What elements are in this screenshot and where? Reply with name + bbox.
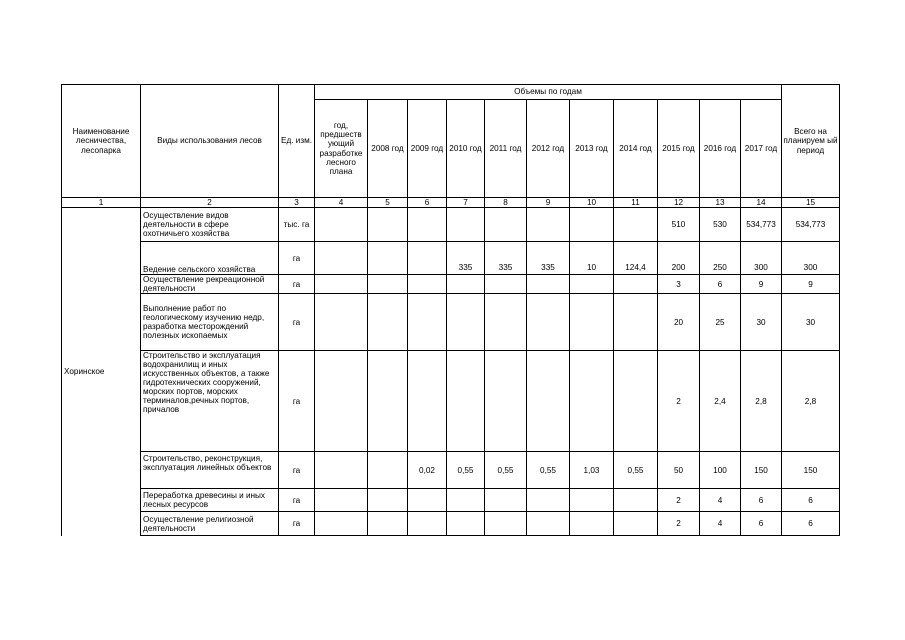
column-number: 14 [741, 198, 782, 208]
value-cell [368, 351, 408, 452]
value-cell: 50 [658, 452, 700, 489]
value-cell [315, 351, 368, 452]
value-cell: 530 [700, 208, 741, 242]
value-cell [368, 208, 408, 242]
value-cell [614, 294, 658, 351]
value-cell [447, 294, 485, 351]
header-year: 2011 год [485, 100, 527, 198]
value-cell: 300 [741, 242, 782, 275]
header-total: Всего на планируем ый период [782, 85, 840, 198]
value-cell: 9 [741, 275, 782, 294]
value-cell [570, 489, 614, 512]
value-cell: 4 [700, 489, 741, 512]
forestry-name-cell: Хоринское [62, 208, 141, 536]
value-cell [614, 275, 658, 294]
value-cell [570, 294, 614, 351]
value-cell: 100 [700, 452, 741, 489]
value-cell [315, 242, 368, 275]
header-year: 2014 год [614, 100, 658, 198]
unit-cell: га [279, 452, 315, 489]
value-cell [485, 294, 527, 351]
total-cell: 9 [782, 275, 840, 294]
total-cell: 150 [782, 452, 840, 489]
column-number: 6 [408, 198, 447, 208]
column-number: 12 [658, 198, 700, 208]
value-cell [570, 275, 614, 294]
unit-cell: га [279, 294, 315, 351]
value-cell [570, 351, 614, 452]
value-cell: 1,03 [570, 452, 614, 489]
value-cell: 534,773 [741, 208, 782, 242]
value-cell [368, 242, 408, 275]
value-cell [614, 208, 658, 242]
value-cell [368, 489, 408, 512]
use-type-cell: Осуществление религиозной деятельности [141, 512, 279, 536]
value-cell: 6 [741, 512, 782, 536]
header-year: 2010 год [447, 100, 485, 198]
column-number: 7 [447, 198, 485, 208]
value-cell: 335 [485, 242, 527, 275]
value-cell [447, 351, 485, 452]
value-cell: 0,55 [527, 452, 570, 489]
value-cell [368, 275, 408, 294]
header-year: 2015 год [658, 100, 700, 198]
unit-cell: га [279, 351, 315, 452]
value-cell: 2 [658, 351, 700, 452]
header-volumes-by-year: Объемы по годам [315, 85, 782, 100]
header-forestry-name: Наименование лесничества, лесопарка [62, 85, 141, 198]
value-cell [408, 512, 447, 536]
table-row [62, 275, 840, 294]
value-cell: 0,02 [408, 452, 447, 489]
value-cell [485, 489, 527, 512]
value-cell [315, 275, 368, 294]
value-cell [408, 351, 447, 452]
value-cell [527, 489, 570, 512]
use-type-cell: Осуществление рекреационной деятельности [141, 275, 279, 294]
value-cell: 6 [700, 275, 741, 294]
value-cell [408, 294, 447, 351]
header-prev-year: год, предшеств ующий разработке лесного плана [315, 100, 368, 198]
value-cell [368, 452, 408, 489]
value-cell: 150 [741, 452, 782, 489]
value-cell [485, 208, 527, 242]
column-number: 2 [141, 198, 279, 208]
value-cell: 2 [658, 512, 700, 536]
value-cell [315, 489, 368, 512]
value-cell [315, 294, 368, 351]
value-cell [315, 452, 368, 489]
value-cell [614, 512, 658, 536]
total-cell: 6 [782, 489, 840, 512]
column-number: 5 [368, 198, 408, 208]
value-cell [527, 275, 570, 294]
value-cell [527, 351, 570, 452]
value-cell: 0,55 [614, 452, 658, 489]
value-cell: 10 [570, 242, 614, 275]
value-cell: 124,4 [614, 242, 658, 275]
value-cell: 6 [741, 489, 782, 512]
value-cell: 335 [447, 242, 485, 275]
value-cell: 200 [658, 242, 700, 275]
value-cell [447, 275, 485, 294]
column-number: 15 [782, 198, 840, 208]
value-cell [408, 242, 447, 275]
value-cell [527, 208, 570, 242]
value-cell [368, 294, 408, 351]
unit-cell: га [279, 275, 315, 294]
value-cell [315, 208, 368, 242]
header-unit: Ед. изм. [279, 85, 315, 198]
table-row [62, 489, 840, 512]
value-cell [614, 489, 658, 512]
total-cell: 6 [782, 512, 840, 536]
column-number: 10 [570, 198, 614, 208]
value-cell: 2 [658, 489, 700, 512]
value-cell: 2,8 [741, 351, 782, 452]
table-row [62, 452, 840, 489]
value-cell [408, 275, 447, 294]
value-cell: 0,55 [447, 452, 485, 489]
use-type-cell: Осуществление видов деятельности в сфере охотничьего хозяйства [141, 208, 279, 242]
value-cell [614, 351, 658, 452]
header-year: 2009 год [408, 100, 447, 198]
use-type-cell: Переработка древесины и иных лесных ресурсов [141, 489, 279, 512]
unit-cell: га [279, 512, 315, 536]
value-cell [527, 512, 570, 536]
value-cell [315, 512, 368, 536]
value-cell: 250 [700, 242, 741, 275]
table-row [62, 242, 840, 275]
value-cell [408, 489, 447, 512]
unit-cell: га [279, 489, 315, 512]
use-type-cell: Ведение сельского хозяйства [141, 242, 279, 275]
table-row [62, 512, 840, 536]
column-number: 4 [315, 198, 368, 208]
column-number: 1 [62, 198, 141, 208]
value-cell: 2,4 [700, 351, 741, 452]
header-year: 2012 год [527, 100, 570, 198]
value-cell [485, 275, 527, 294]
table-row [62, 351, 840, 452]
value-cell: 335 [527, 242, 570, 275]
value-cell [368, 512, 408, 536]
value-cell: 20 [658, 294, 700, 351]
value-cell: 3 [658, 275, 700, 294]
value-cell [570, 208, 614, 242]
total-cell: 30 [782, 294, 840, 351]
value-cell [447, 208, 485, 242]
header-year: 2013 год [570, 100, 614, 198]
value-cell: 4 [700, 512, 741, 536]
column-number: 13 [700, 198, 741, 208]
value-cell [570, 512, 614, 536]
header-year: 2016 год [700, 100, 741, 198]
value-cell: 25 [700, 294, 741, 351]
total-cell: 534,773 [782, 208, 840, 242]
value-cell [527, 294, 570, 351]
value-cell [485, 512, 527, 536]
use-type-cell: Выполнение работ по геологическому изучению недр, разработка месторождений полезных ископаемых [141, 294, 279, 351]
use-type-cell: Строительство и эксплуатация водохранилищ и иных искусственных объектов, а также гидротехнических сооружений, морских портов, морских терминалов,речных портов, причалов [141, 351, 279, 452]
value-cell: 30 [741, 294, 782, 351]
use-type-cell: Строительство, реконструкция, эксплуатация линейных объектов [141, 452, 279, 489]
total-cell: 2,8 [782, 351, 840, 452]
column-number: 11 [614, 198, 658, 208]
header-year: 2017 год [741, 100, 782, 198]
column-number: 9 [527, 198, 570, 208]
unit-cell: тыс. га [279, 208, 315, 242]
column-number: 8 [485, 198, 527, 208]
value-cell [447, 512, 485, 536]
value-cell [447, 489, 485, 512]
value-cell: 0,55 [485, 452, 527, 489]
total-cell: 300 [782, 242, 840, 275]
table-row [62, 208, 840, 242]
column-number: 3 [279, 198, 315, 208]
header-year: 2008 год [368, 100, 408, 198]
header-use-types: Виды использования лесов [141, 85, 279, 198]
value-cell [408, 208, 447, 242]
table-row [62, 294, 840, 351]
unit-cell: га [279, 242, 315, 275]
value-cell [485, 351, 527, 452]
value-cell: 510 [658, 208, 700, 242]
forest-use-table [61, 84, 840, 536]
